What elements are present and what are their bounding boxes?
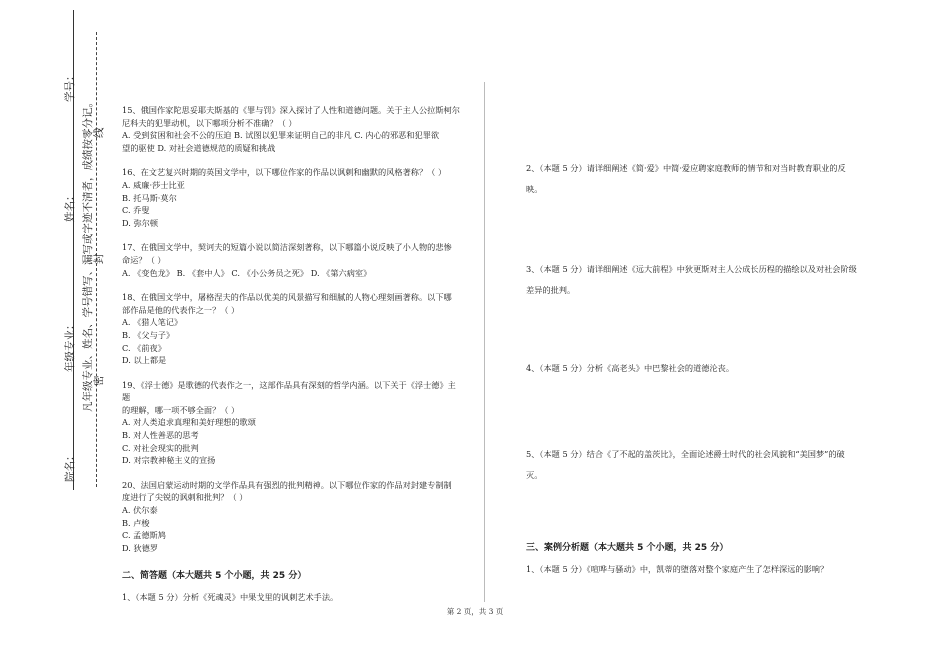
- question-stem: 17、在俄国文学中，契诃夫的短篇小说以简洁深刻著称，以下哪篇小说反映了小人物的悲惨: [122, 242, 452, 253]
- question-stem: 3、（本题 5 分）请详细阐述《远大前程》中狄更斯对主人公成长历程的描绘以及对社会阶级: [526, 264, 857, 275]
- question-stem: 差异的批判。: [526, 284, 576, 295]
- question-15: [122, 104, 462, 154]
- question-option: B. 卢梭: [122, 517, 150, 528]
- seal-char-line: 线: [93, 127, 105, 138]
- question-stem: 20、法国启蒙运动时期的文学作品具有强烈的批判精神。以下哪位作家的作品对封建专制制: [122, 479, 452, 490]
- question-option: D. 对宗教神秘主义的宣扬: [122, 455, 216, 466]
- question-option: C. 乔叟: [122, 205, 150, 216]
- question-18: [122, 291, 462, 367]
- left-column: [122, 104, 462, 612]
- binding-strip: [0, 0, 110, 672]
- question-option: A. 受到贫困和社会不公的压迫 B. 试图以犯罪来证明自己的非凡 C. 内心的邪恶和犯罪欲: [122, 130, 440, 141]
- question-stem: 2、（本题 5 分）请详细阐述《简·爱》中简·爱应聘家庭教师的情节和对当时教育职业的反: [526, 163, 846, 174]
- right-question-2: [526, 154, 876, 204]
- question-20: [122, 479, 462, 555]
- question-16: [122, 166, 462, 229]
- question-stem: 的理解，哪一项不够全面？（ ）: [122, 404, 240, 415]
- question-19: [122, 379, 462, 467]
- question-stem: 15、俄国作家陀思妥耶夫斯基的《罪与罚》深入探讨了人性和道德问题。关于主人公拉斯柯尔: [122, 105, 460, 115]
- seal-char-secret: 密: [93, 375, 105, 386]
- question-option: A. 对人类追求真理和美好理想的歌颂: [122, 417, 256, 428]
- section-heading-case-analysis: 三、案例分析题（本大题共 5 个小题，共 25 分）: [526, 543, 729, 553]
- question-stem: 5、（本题 5 分）结合《了不起的盖茨比》，全面论述爵士时代的社会风貌和“美国梦”的破: [526, 449, 845, 460]
- question-stem: 灭。: [526, 469, 543, 480]
- question-option: B. 对人性善恶的思考: [122, 430, 199, 441]
- question-option: A. 伏尔泰: [122, 505, 158, 516]
- binding-warning: 凡年级专业、姓名、学号错写、漏写或字迹不清者，成绩按零分记。: [82, 97, 94, 412]
- question-option: D. 狄德罗: [122, 542, 159, 553]
- seal-char-seal: 封: [93, 253, 105, 264]
- question-option: 望的驱使 D. 对社会道德规范的质疑和挑战: [122, 142, 276, 153]
- question-option: B. 《父与子》: [122, 329, 175, 340]
- question-stem: 映。: [526, 183, 543, 194]
- question-option: C. 对社会现实的批判: [122, 442, 199, 453]
- question-stem: 度进行了尖锐的讽刺和批判？（ ）: [122, 492, 248, 503]
- section-heading-short-answer: 二、简答题（本大题共 5 个小题，共 25 分）: [122, 571, 307, 582]
- case-analysis-section: [526, 542, 876, 584]
- question-option: D. 弥尔顿: [122, 217, 159, 228]
- question-option: D. 以上都是: [122, 355, 167, 366]
- school-label: 院名：: [64, 450, 76, 482]
- name-label: 姓名：: [64, 190, 76, 222]
- question-option: C. 《前夜》: [122, 342, 166, 353]
- question-stem: 尼科夫的犯罪动机，以下哪项分析不准确？（ ）: [122, 117, 297, 128]
- case-analysis-question-1: 1、（本题 5 分）《喧哗与骚动》中，凯蒂的堕落对整个家庭产生了怎样深远的影响？: [526, 563, 829, 574]
- question-stem: 19、《浮士德》是歌德的代表作之一，这部作品具有深刻的哲学内涵。以下关于《浮士德》主题: [122, 379, 456, 403]
- page-footer: 第 2 页，共 3 页: [446, 607, 504, 616]
- column-divider: [484, 82, 485, 602]
- question-17: [122, 241, 462, 279]
- question-stem: 部作品是他的代表作之一？（ ）: [122, 304, 240, 315]
- question-option: C. 孟德斯鸠: [122, 530, 166, 541]
- question-stem: 4、（本题 5 分）分析《高老头》中巴黎社会的道德沦丧。: [526, 363, 735, 374]
- question-stem: 命运？（ ）: [122, 254, 166, 265]
- question-option: A. 威廉·莎士比亚: [122, 179, 185, 190]
- short-answer-question-1: 1、（本题 5 分）分析《死魂灵》中果戈里的讽刺艺术手法。: [122, 592, 339, 603]
- question-stem: 18、在俄国文学中，屠格涅夫的作品以优美的风景描写和细腻的人物心理刻画著称。以下哪: [122, 292, 452, 303]
- right-question-3: [526, 255, 876, 305]
- student-id-label: 学号：: [64, 70, 76, 102]
- question-stem: 16、在文艺复兴时期的英国文学中，以下哪位作家的作品以讽刺和幽默的风格著称？（ ）: [122, 167, 447, 178]
- question-option: A. 《猎人笔记》: [122, 317, 183, 328]
- right-question-4: [526, 354, 876, 383]
- right-question-5: [526, 440, 876, 490]
- class-label: 年级专业：: [64, 319, 76, 372]
- question-option: A. 《变色龙》 B. 《套中人》 C. 《小公务员之死》 D. 《第六病室》: [122, 267, 372, 278]
- question-option: B. 托马斯·莫尔: [122, 192, 177, 203]
